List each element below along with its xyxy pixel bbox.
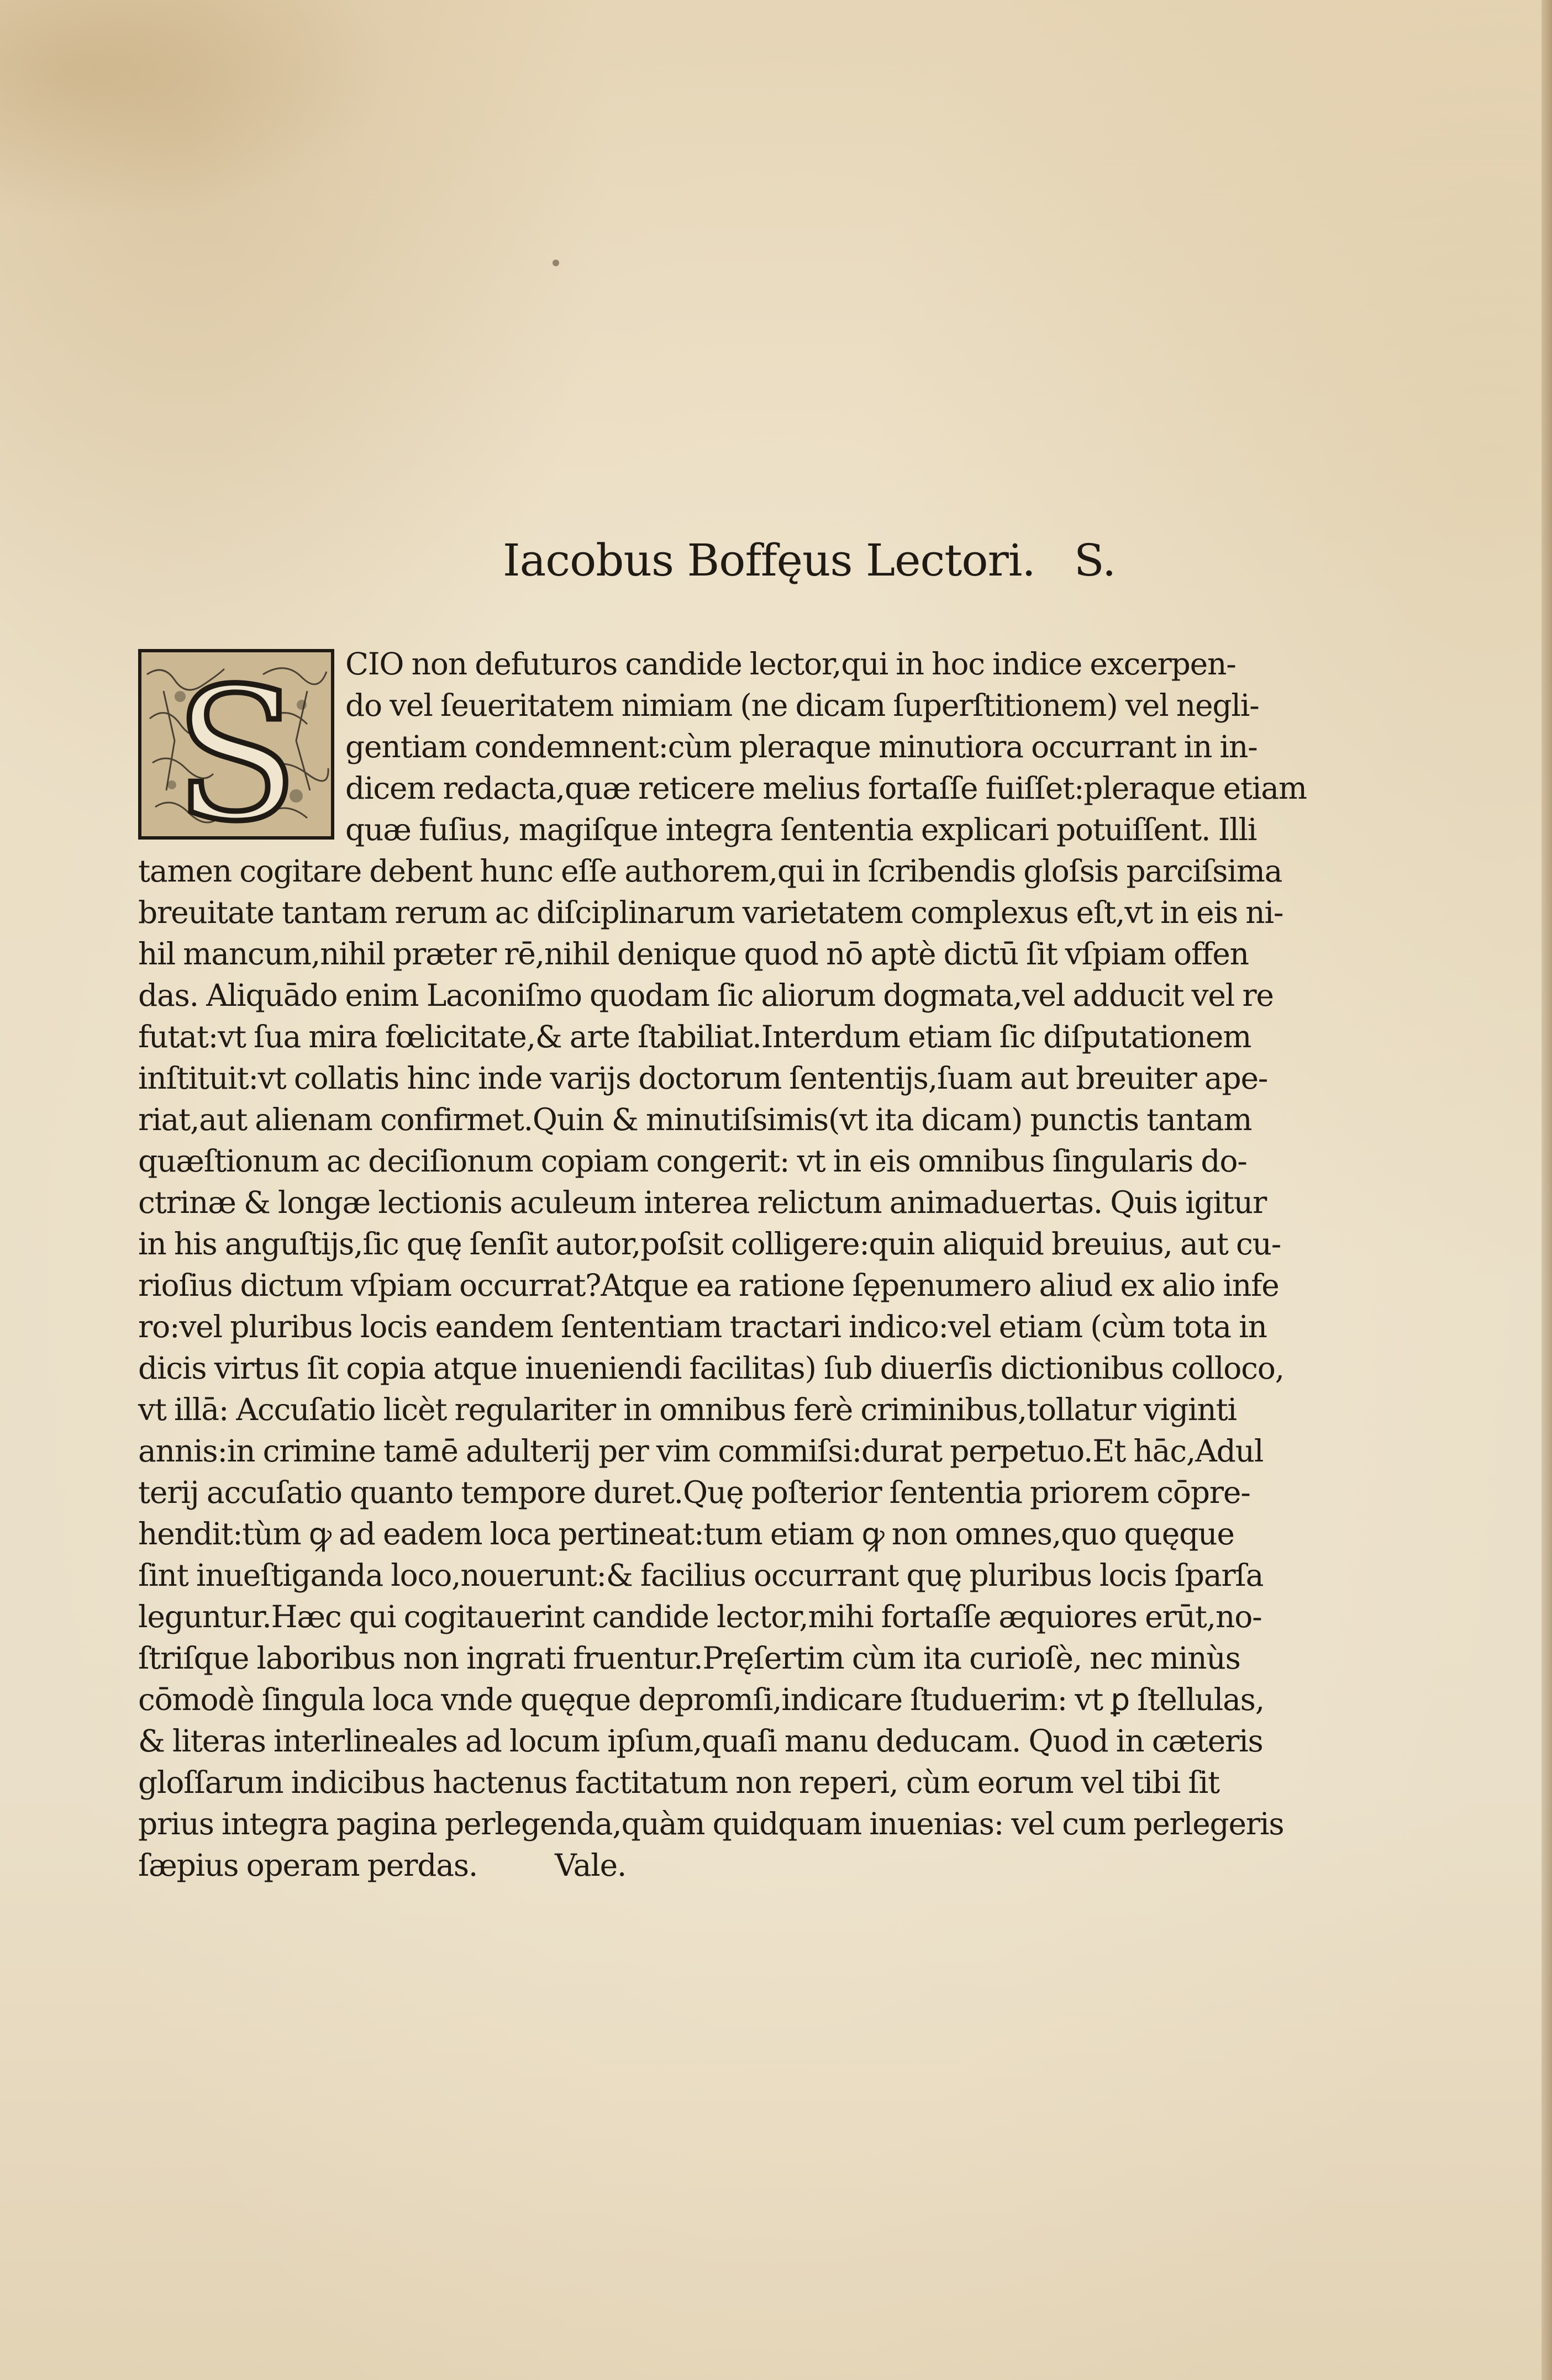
text-line: hil mancum,nihil præter rē,nihil denique quod nō aptè dictū ſit vſpiam offen (138, 936, 1249, 972)
text-line: prius integra pagina perlegenda,quàm quidquam inuenias: vel cum perlegeris (138, 1806, 1284, 1841)
text-line: futat:vt ſua mira fœlicitate,& arte ſtabiliat.Interdum etiam ſic diſputationem (138, 1019, 1251, 1054)
text-line: ro:vel pluribus locis eandem ſententiam tractari indico:vel etiam (cùm tota in (138, 1309, 1267, 1344)
text-line: annis:in crimine tamē adulterij per vim commiſsi:durat perpetuo.Et hāc,Adul (138, 1433, 1264, 1469)
text-line: inſtituit:vt collatis hinc inde varijs doctorum ſententijs,ſuam aut breuiter ape- (138, 1060, 1268, 1096)
text-line: & literas interlineales ad locum ipſum,quaſi manu deducam. Quod in cæteris (138, 1723, 1263, 1759)
text-line: do vel ſeueritatem nimiam (ne dicam ſuperſtitionem) vel negli- (345, 688, 1259, 723)
text-line: hendit:tùm ꝙ ad eadem loca pertineat:tum etiam ꝙ non omnes,quo quęque (138, 1516, 1234, 1552)
text-line: dicis virtus ſit copia atque inueniendi facilitas) ſub diuerſis dictionibus colloco, (138, 1350, 1284, 1386)
text-line: terij accuſatio quanto tempore duret.Quę poſterior ſententia priorem cōpre- (138, 1475, 1250, 1510)
text-line-last (138, 1845, 1320, 1886)
paper-stain (0, 0, 420, 232)
text-line: breuitate tantam rerum ac diſciplinarum varietatem complexus eſt,vt in eis ni- (138, 895, 1283, 930)
page-title (503, 530, 1193, 591)
text-line: cōmodè ſingula loca vnde quęque depromſi,indicare ſtuduerim: vt ꝑ ſtellulas, (138, 1682, 1264, 1717)
text-line: quæſtionum ac deciſionum copiam congerit: vt in eis omnibus ſingularis do- (138, 1143, 1247, 1179)
page-edge (1542, 0, 1552, 2380)
text-line: rioſius dictum vſpiam occurrat?Atque ea ratione ſępenumero aliud ex alio infe (138, 1268, 1279, 1303)
ink-spot (553, 260, 559, 266)
text-line: gloſſarum indicibus hactenus factitatum non reperi, cùm eorum vel tibi ſit (138, 1765, 1219, 1800)
text-line: ctrinæ & longæ lectionis aculeum interea relictum animaduertas. Quis igitur (138, 1185, 1267, 1220)
text-line: CIO non defuturos candide lector,qui in hoc indice excerpen- (345, 646, 1236, 682)
svg-text:S: S (173, 652, 299, 836)
closing-vale: Vale. (555, 1848, 627, 1883)
text-line: ſtriſque laboribus non ingrati fruentur.Pręſertim cùm ita curioſè, nec minùs (138, 1640, 1240, 1676)
text-line: tamen cogitare debent hunc eſſe authorem,qui in ſcribendis gloſsis parciſsima (138, 853, 1282, 889)
text-line: vt illā: Accuſatio licèt regulariter in omnibus ferè criminibus,tollatur viginti (138, 1392, 1237, 1427)
text-line: dicem redacta,quæ reticere melius fortaſſe fuiſſet:pleraque etiam (345, 771, 1307, 806)
text-line: in his anguſtijs,ſic quę ſenſit autor,poſsit colligere:quin aliquid breuius, aut cu- (138, 1226, 1281, 1262)
letter-body (138, 643, 1320, 1886)
title-text: Iacobus Boffęus Lectori. (503, 535, 1035, 586)
text-line: ſint inueſtiganda loco,nouerunt:& facilius occurrant quę pluribus locis ſparſa (138, 1558, 1264, 1593)
text-line: riat,aut alienam confirmet.Quin & minutiſsimis(vt ita dicam) punctis tantam (138, 1102, 1252, 1137)
text-line: quæ fuſius, magiſque integra ſententia explicari potuiſſent. Illi (345, 812, 1257, 847)
text-line: gentiam condemnent:cùm pleraque minutiora occurrant in in- (345, 729, 1258, 764)
text-line: leguntur.Hæc qui cogitauerint candide lector,mihi fortaſſe æquiores erūt,no- (138, 1599, 1262, 1634)
text-line: das. Aliquādo enim Laconiſmo quodam ſic aliorum dogmata,vel adducit vel re (138, 978, 1274, 1013)
last-line-text: ſæpius operam perdas. (138, 1848, 478, 1883)
title-salutation: S. (1074, 535, 1116, 586)
